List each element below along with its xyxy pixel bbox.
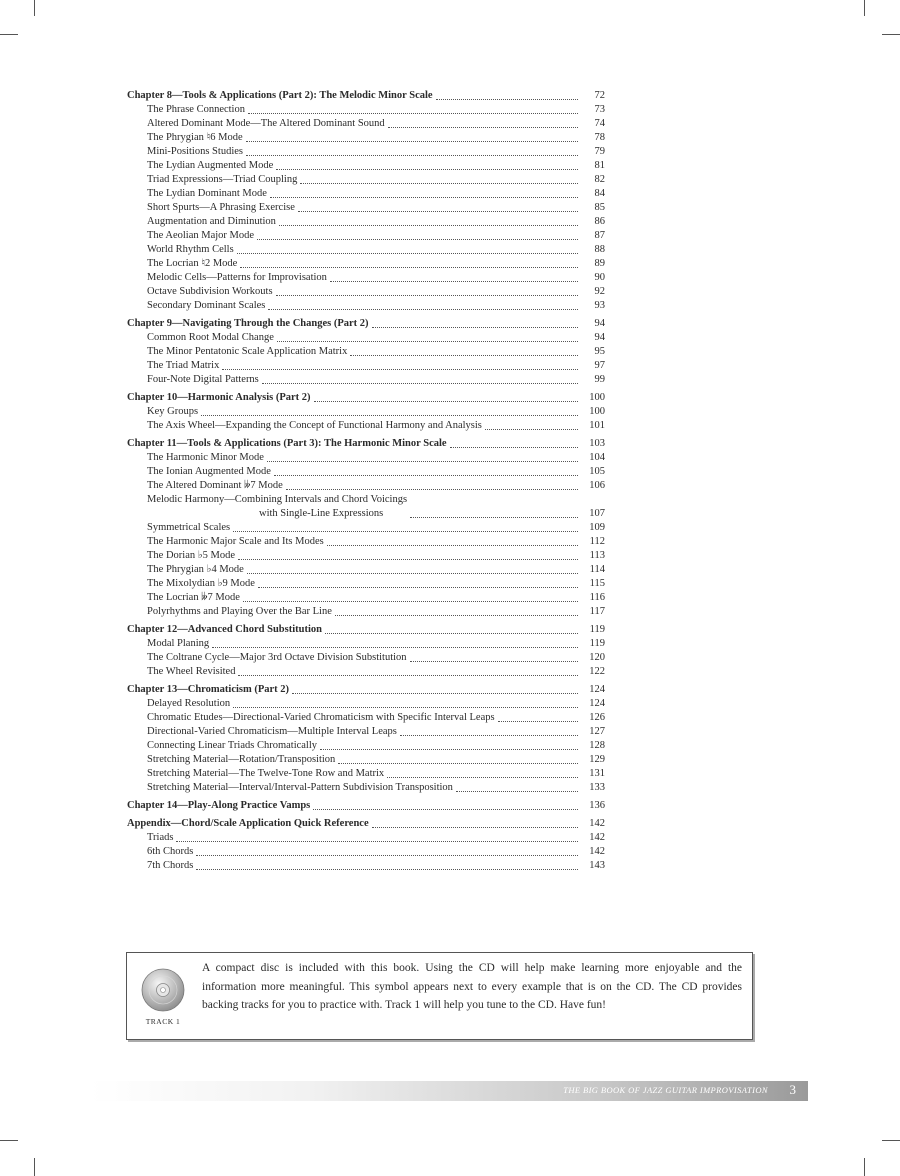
toc-entry-title: Four-Note Digital Patterns	[147, 374, 259, 385]
dot-leader	[286, 488, 578, 490]
toc-entry-title: Common Root Modal Change	[147, 332, 274, 343]
toc-entry-title: The Mixolydian ♭9 Mode	[147, 578, 255, 589]
toc-entry	[127, 465, 605, 479]
toc-entry-title: Triad Expressions—Triad Coupling	[147, 174, 298, 185]
toc-entry-title: The Phrase Connection	[147, 104, 245, 115]
toc-entry	[127, 173, 605, 187]
dot-leader	[240, 266, 578, 268]
toc-page-number: 114	[589, 564, 605, 575]
toc-entry-title-line: Melodic Harmony—Combining Intervals and Chord Voicings	[147, 494, 408, 505]
dot-leader	[338, 762, 578, 764]
toc-page-number: 120	[589, 652, 605, 663]
dot-leader	[400, 734, 578, 736]
toc-page-number: 128	[589, 740, 605, 751]
toc-entry-title: The Wheel Revisited	[147, 666, 236, 677]
dot-leader	[298, 210, 578, 212]
toc-page-number: 73	[594, 104, 605, 115]
toc-entry-title: The Lydian Dominant Mode	[147, 188, 267, 199]
toc-entry-title: Octave Subdivision Workouts	[147, 286, 273, 297]
dot-leader	[292, 692, 578, 694]
toc-chapter	[127, 683, 605, 795]
toc-page-number: 86	[594, 216, 605, 227]
dot-leader	[314, 400, 578, 402]
toc-entry	[127, 373, 605, 387]
dot-leader	[238, 558, 578, 560]
dot-leader	[325, 632, 578, 634]
toc-entry	[127, 451, 605, 465]
toc-entry-title: The Locrian 𝄫7 Mode	[147, 592, 240, 603]
toc-entry-title: Melodic Cells—Patterns for Improvisation	[147, 272, 327, 283]
dot-leader	[320, 748, 578, 750]
toc-page-number: 94	[594, 332, 605, 343]
toc-entry	[127, 563, 605, 577]
toc-entry-title: Key Groups	[147, 406, 199, 417]
toc-page-number: 124	[589, 698, 605, 709]
toc-entry-title: The Coltrane Cycle—Major 3rd Octave Division Substitution	[147, 652, 407, 663]
dot-leader	[372, 326, 578, 328]
toc-entry-title: 6th Chords	[147, 846, 194, 857]
toc-entry	[127, 739, 605, 753]
toc-entry-title: Augmentation and Diminution	[147, 216, 276, 227]
toc-chapter-entry	[127, 391, 605, 405]
toc-entry	[127, 605, 605, 619]
toc-entry-title	[147, 493, 407, 521]
toc-entry	[127, 419, 605, 433]
dot-leader	[436, 98, 578, 100]
dot-leader	[196, 868, 578, 870]
toc-entry	[127, 711, 605, 725]
toc-page-number: 112	[589, 536, 605, 547]
crop-mark	[34, 0, 35, 16]
toc-entry	[127, 345, 605, 359]
toc-entry	[127, 521, 605, 535]
toc-page-number: 101	[589, 420, 605, 431]
toc-page-number: 119	[589, 638, 605, 649]
dot-leader	[201, 414, 578, 416]
crop-mark	[34, 1158, 35, 1176]
toc-entry	[127, 187, 605, 201]
toc-entry-title: Stretching Material—The Twelve-Tone Row and Matrix	[147, 768, 385, 779]
toc-page-number: 122	[589, 666, 605, 677]
toc-page-number: 119	[589, 624, 605, 635]
toc-entry	[127, 725, 605, 739]
toc-entry-title: Short Spurts—A Phrasing Exercise	[147, 202, 295, 213]
toc-page-number: 116	[589, 592, 605, 603]
toc-page-number: 100	[589, 392, 605, 403]
toc-entry-title: The Harmonic Major Scale and Its Modes	[147, 536, 324, 547]
toc-page-number: 133	[589, 782, 605, 793]
toc-entry	[127, 359, 605, 373]
toc-chapter-title: Chapter 14—Play-Along Practice Vamps	[127, 800, 311, 811]
dot-leader	[276, 294, 578, 296]
toc-chapter	[127, 799, 605, 813]
toc-page-number: 142	[589, 818, 605, 829]
dot-leader	[350, 354, 578, 356]
toc-page-number: 124	[589, 684, 605, 695]
dot-leader	[277, 340, 578, 342]
dot-leader	[372, 826, 578, 828]
toc-chapter	[127, 817, 605, 873]
toc-page-number: 113	[589, 550, 605, 561]
toc-entry-title: Polyrhythms and Playing Over the Bar Line	[147, 606, 332, 617]
toc-entry	[127, 405, 605, 419]
toc-chapter-title: Appendix—Chord/Scale Application Quick Reference	[127, 818, 369, 829]
dot-leader	[222, 368, 578, 370]
toc-chapter-entry	[127, 799, 605, 813]
toc-page-number: 92	[594, 286, 605, 297]
toc-entry-title: The Ionian Augmented Mode	[147, 466, 271, 477]
toc-entry	[127, 549, 605, 563]
toc-page-number: 97	[594, 360, 605, 371]
toc-entry-title: The Minor Pentatonic Scale Application Matrix	[147, 346, 348, 357]
toc-entry-title: Secondary Dominant Scales	[147, 300, 266, 311]
toc-chapter	[127, 317, 605, 387]
cd-note-text: A compact disc is included with this book. Using the CD will help make learning more enjoyable and the information more meaningful. This symbol appears next to every example that is on the CD. The CD provides backing tracks for you to practice with. Track 1 will help you tune to the CD. Have fun!	[202, 962, 742, 1011]
dot-leader	[246, 154, 578, 156]
dot-leader	[212, 646, 578, 648]
toc-entry-title: The Phrygian ♭4 Mode	[147, 564, 244, 575]
toc-entry	[127, 103, 605, 117]
toc-page-number: 85	[594, 202, 605, 213]
page-footer	[90, 1081, 808, 1101]
footer-book-title: THE BIG BOOK OF JAZZ GUITAR IMPROVISATION	[563, 1085, 768, 1095]
dot-leader	[456, 790, 578, 792]
toc-entry-title: Mini-Positions Studies	[147, 146, 243, 157]
toc-chapter-entry	[127, 817, 605, 831]
toc-entry	[127, 285, 605, 299]
dot-leader	[246, 140, 578, 142]
toc-entry	[127, 271, 605, 285]
crop-mark	[0, 34, 18, 35]
toc-entry	[127, 229, 605, 243]
toc-entry	[127, 845, 605, 859]
dot-leader	[258, 586, 578, 588]
toc-page-number: 131	[589, 768, 605, 779]
toc-page-number: 104	[589, 452, 605, 463]
toc-entry-title: The Triad Matrix	[147, 360, 220, 371]
dot-leader	[237, 252, 578, 254]
toc-page-number: 105	[589, 466, 605, 477]
toc-page-number: 84	[594, 188, 605, 199]
toc-entry	[127, 767, 605, 781]
toc-page-number: 107	[589, 508, 605, 519]
toc-entry-title: Stretching Material—Interval/Interval-Pattern Subdivision Transposition	[147, 782, 453, 793]
toc-page-number: 82	[594, 174, 605, 185]
dot-leader	[330, 280, 578, 282]
toc-chapter-title: Chapter 8—Tools & Applications (Part 2): The Melodic Minor Scale	[127, 90, 433, 101]
toc-entry	[127, 535, 605, 549]
dot-leader	[388, 126, 578, 128]
toc-chapter-entry	[127, 623, 605, 637]
toc-entry-title: Symmetrical Scales	[147, 522, 231, 533]
toc-chapter-title: Chapter 10—Harmonic Analysis (Part 2)	[127, 392, 311, 403]
crop-mark	[0, 1140, 18, 1141]
toc-entry	[127, 117, 605, 131]
dot-leader	[267, 460, 578, 462]
crop-mark	[864, 1158, 865, 1176]
toc-page-number: 115	[589, 578, 605, 589]
dot-leader	[450, 446, 578, 448]
toc-page-number: 88	[594, 244, 605, 255]
toc-page-number: 117	[589, 606, 605, 617]
toc-entry-title: Directional-Varied Chromaticism—Multiple Interval Leaps	[147, 726, 397, 737]
toc-page-number: 87	[594, 230, 605, 241]
toc-entry	[127, 651, 605, 665]
dot-leader	[248, 112, 578, 114]
toc-page-number: 94	[594, 318, 605, 329]
toc-entry	[127, 159, 605, 173]
toc-chapter-entry	[127, 437, 605, 451]
toc-page-number: 95	[594, 346, 605, 357]
dot-leader	[268, 308, 578, 310]
dot-leader	[279, 224, 578, 226]
toc-chapter-title: Chapter 9—Navigating Through the Changes (Part 2)	[127, 318, 369, 329]
toc-entry	[127, 577, 605, 591]
dot-leader	[327, 544, 578, 546]
toc-entry	[127, 493, 605, 521]
toc-entry-title: Connecting Linear Triads Chromatically	[147, 740, 318, 751]
dot-leader	[176, 840, 578, 842]
dot-leader	[262, 382, 578, 384]
toc-entry-title: Modal Planing	[147, 638, 210, 649]
toc-chapter-entry	[127, 317, 605, 331]
dot-leader	[196, 854, 578, 856]
dot-leader	[233, 530, 578, 532]
toc-entry-title: The Aeolian Major Mode	[147, 230, 255, 241]
toc-entry	[127, 753, 605, 767]
dot-leader	[410, 516, 578, 518]
toc-entry-title: The Altered Dominant 𝄫7 Mode	[147, 480, 283, 491]
dot-leader	[498, 720, 578, 722]
toc-entry-title: 7th Chords	[147, 860, 194, 871]
dot-leader	[410, 660, 578, 662]
dot-leader	[276, 168, 578, 170]
crop-mark	[864, 0, 865, 16]
dot-leader	[233, 706, 578, 708]
toc-page-number: 126	[589, 712, 605, 723]
crop-mark	[882, 34, 900, 35]
toc-page-number: 106	[589, 480, 605, 491]
page-number: 3	[789, 1082, 796, 1097]
track-label: TRACK 1	[145, 1017, 181, 1026]
crop-mark	[882, 1140, 900, 1141]
toc-entry	[127, 299, 605, 313]
dot-leader	[270, 196, 578, 198]
toc-page-number: 74	[594, 118, 605, 129]
toc-entry	[127, 859, 605, 873]
toc-chapter	[127, 391, 605, 433]
toc-chapter-title: Chapter 13—Chromaticism (Part 2)	[127, 684, 290, 695]
toc-page-number: 109	[589, 522, 605, 533]
toc-entry	[127, 145, 605, 159]
toc-page-number: 90	[594, 272, 605, 283]
toc-entry	[127, 131, 605, 145]
toc-page-number: 103	[589, 438, 605, 449]
toc-entry	[127, 831, 605, 845]
toc-page-number: 81	[594, 160, 605, 171]
toc-entry	[127, 591, 605, 605]
dot-leader	[257, 238, 578, 240]
toc-entry-title: The Lydian Augmented Mode	[147, 160, 274, 171]
dot-leader	[274, 474, 578, 476]
toc-chapter-entry	[127, 89, 605, 103]
dot-leader	[313, 808, 578, 810]
toc-entry	[127, 781, 605, 795]
toc-entry	[127, 243, 605, 257]
dot-leader	[238, 674, 578, 676]
table-of-contents	[127, 89, 605, 873]
toc-page-number: 100	[589, 406, 605, 417]
cd-icon	[140, 967, 186, 1013]
toc-chapter	[127, 89, 605, 313]
toc-entry	[127, 201, 605, 215]
toc-entry-title-line: with Single-Line Expressions	[259, 508, 384, 519]
toc-entry	[127, 697, 605, 711]
toc-page-number: 72	[594, 90, 605, 101]
toc-page-number: 127	[589, 726, 605, 737]
toc-entry	[127, 479, 605, 493]
toc-entry-title: The Locrian ♮2 Mode	[147, 258, 238, 269]
toc-entry	[127, 215, 605, 229]
toc-entry-title: The Dorian ♭5 Mode	[147, 550, 236, 561]
toc-entry-title: Stretching Material—Rotation/Transposition	[147, 754, 336, 765]
toc-page-number: 79	[594, 146, 605, 157]
toc-entry	[127, 257, 605, 271]
toc-entry-title: The Harmonic Minor Mode	[147, 452, 264, 463]
toc-page-number: 136	[589, 800, 605, 811]
toc-page-number: 78	[594, 132, 605, 143]
toc-page-number: 99	[594, 374, 605, 385]
toc-entry-title: The Axis Wheel—Expanding the Concept of Functional Harmony and Analysis	[147, 420, 482, 431]
toc-page-number: 89	[594, 258, 605, 269]
toc-entry	[127, 637, 605, 651]
toc-entry-title: Delayed Resolution	[147, 698, 231, 709]
toc-entry-title: Triads	[147, 832, 174, 843]
dot-leader	[485, 428, 578, 430]
toc-entry-title: Chromatic Etudes—Directional-Varied Chromaticism with Specific Interval Leaps	[147, 712, 495, 723]
toc-page-number: 142	[589, 846, 605, 857]
toc-chapter	[127, 623, 605, 679]
toc-entry-title: Altered Dominant Mode—The Altered Dominant Sound	[147, 118, 385, 129]
toc-entry-title: World Rhythm Cells	[147, 244, 234, 255]
dot-leader	[300, 182, 578, 184]
toc-entry-title: The Phrygian ♮6 Mode	[147, 132, 243, 143]
toc-page-number: 93	[594, 300, 605, 311]
toc-chapter-title: Chapter 12—Advanced Chord Substitution	[127, 624, 322, 635]
toc-entry	[127, 331, 605, 345]
dot-leader	[247, 572, 578, 574]
toc-page-number: 142	[589, 832, 605, 843]
toc-chapter	[127, 437, 605, 619]
cd-note-box	[126, 952, 753, 1040]
toc-page-number: 129	[589, 754, 605, 765]
dot-leader	[243, 600, 578, 602]
dot-leader	[335, 614, 578, 616]
toc-entry	[127, 665, 605, 679]
dot-leader	[387, 776, 578, 778]
toc-chapter-entry	[127, 683, 605, 697]
toc-page-number: 143	[589, 860, 605, 871]
toc-chapter-title: Chapter 11—Tools & Applications (Part 3): The Harmonic Minor Scale	[127, 438, 447, 449]
